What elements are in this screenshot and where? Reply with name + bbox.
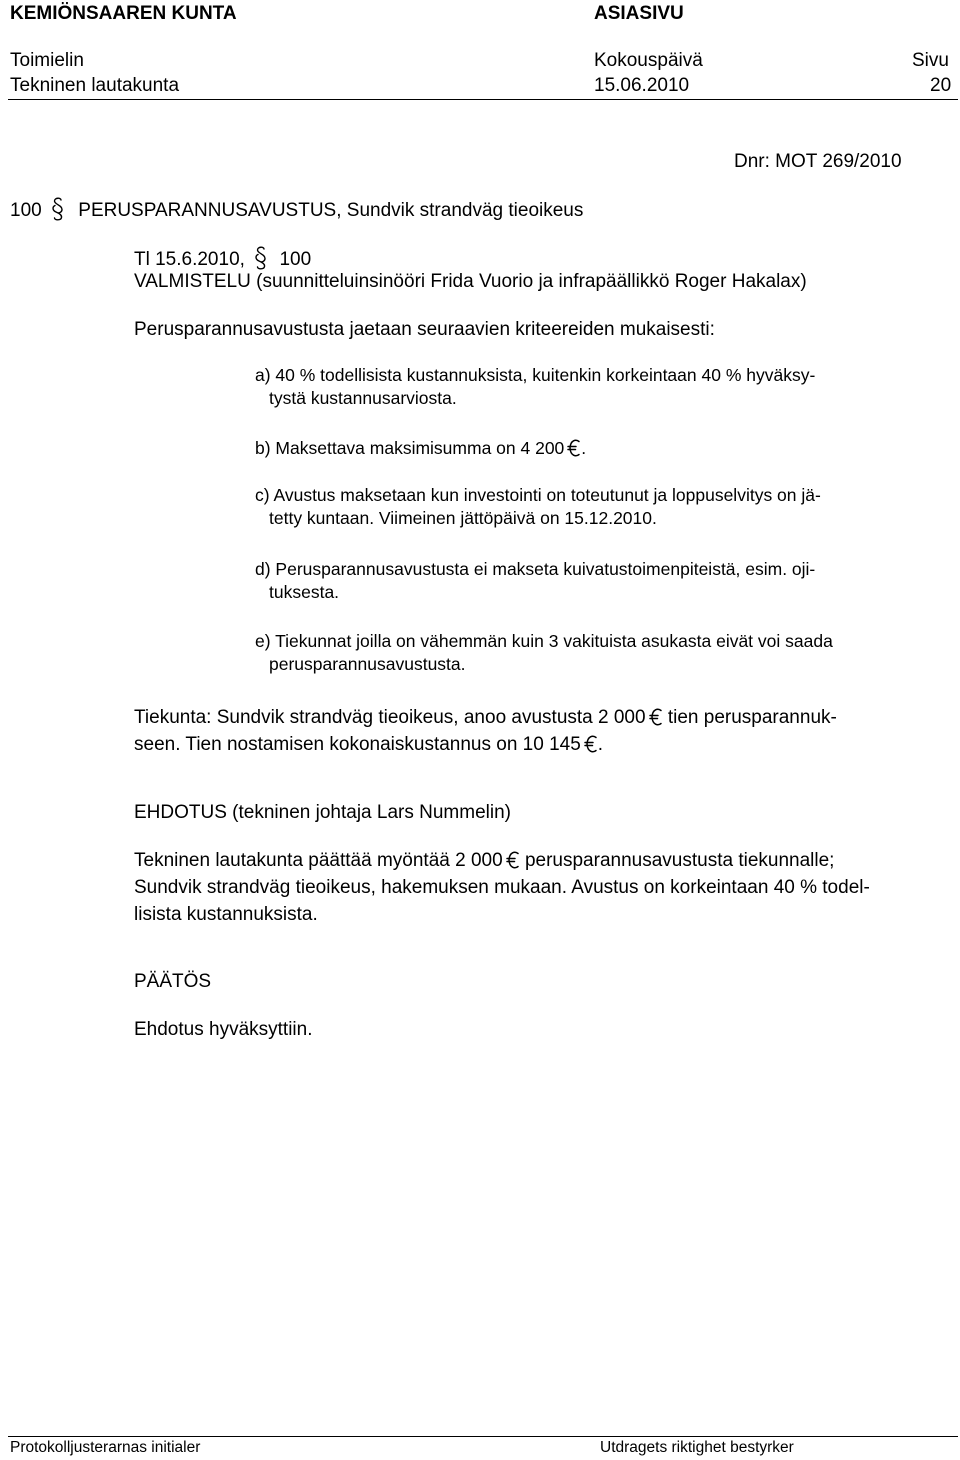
footer-divider	[8, 1436, 958, 1437]
criterion-a	[255, 364, 815, 410]
criteria-intro: Perusparannusavustusta jaetaan seuraavien kriteereiden mukaisesti:	[134, 319, 715, 340]
section-sign-icon	[51, 196, 65, 222]
criterion-e	[255, 630, 833, 676]
reference-number: 100	[279, 249, 312, 270]
decision-text: Ehdotus hyväksyttiin.	[134, 1019, 313, 1040]
proposal-paragraph	[134, 847, 870, 928]
criterion-b: b) Maksettava maksimisumma on 4 200 .	[255, 438, 587, 458]
document-type: ASIASIVU	[594, 3, 684, 24]
criterion-b-line1: b) Maksettava maksimisumma on 4 200	[255, 438, 565, 458]
case-number: 100	[10, 200, 42, 221]
proposal-heading: EHDOTUS (tekninen johtaja Lars Nummelin)	[134, 802, 511, 823]
criterion-c-line1: c) Avustus maksetaan kun investointi on toteutunut ja loppuselvitys on jä-	[255, 485, 821, 505]
criterion-c-line2: tetty kuntaan. Viimeinen jättöpäivä on 15.12.2010.	[269, 508, 657, 528]
criterion-c	[255, 484, 821, 530]
page-number: 20	[930, 75, 952, 96]
criterion-d	[255, 558, 815, 604]
proposal-line2: Sundvik strandväg tieoikeus, hakemuksen mukaan. Avustus on korkeintaan 40 % todel-	[134, 877, 870, 898]
criterion-e-line1: e) Tiekunnat joilla on vähemmän kuin 3 vakituista asukasta eivät voi saada	[255, 631, 833, 651]
criterion-a-line1: a) 40 % todellisista kustannuksista, kuitenkin korkeintaan 40 % hyväksy-	[255, 365, 816, 385]
preparation-line: VALMISTELU (suunnitteluinsinööri Frida Vuorio ja infrapäällikkö Roger Hakalax)	[134, 271, 807, 292]
decision-heading: PÄÄTÖS	[134, 971, 212, 992]
meeting-date: 15.06.2010	[594, 75, 690, 96]
euro-sign-icon	[649, 706, 663, 728]
proposal-line1: Tekninen lautakunta päättää myöntää 2 000 perusparannusavustusta tiekunnalle;	[134, 850, 835, 871]
organ-label: Toimielin	[10, 50, 84, 71]
application-line1: Tiekunta: Sundvik strandväg tieoikeus, anoo avustusta 2 000 tien perusparannuk-	[134, 707, 837, 728]
diary-number: Dnr: MOT 269/2010	[734, 151, 902, 172]
header-divider	[8, 99, 958, 100]
euro-sign-icon	[506, 849, 520, 871]
case-heading	[10, 196, 583, 224]
footer-certification-label: Utdragets riktighet bestyrker	[600, 1439, 794, 1456]
euro-sign-icon	[584, 733, 598, 755]
criterion-e-line2: perusparannusavustusta.	[269, 654, 466, 674]
criterion-a-line2: tystä kustannusarviosta.	[269, 388, 457, 408]
criterion-d-line2: tuksesta.	[269, 582, 340, 602]
municipality-name: KEMIÖNSAAREN KUNTA	[10, 3, 237, 24]
reference-prefix: Tl 15.6.2010,	[134, 249, 245, 270]
proposal-line3: lisista kustannuksista.	[134, 904, 318, 925]
criterion-d-line1: d) Perusparannusavustusta ei makseta kuivatustoimenpiteistä, esim. oji-	[255, 559, 816, 579]
footer-initials-label: Protokolljusterarnas initialer	[10, 1439, 201, 1456]
date-label: Kokouspäivä	[594, 50, 703, 71]
organ-name: Tekninen lautakunta	[10, 75, 180, 96]
euro-sign-icon	[567, 437, 581, 459]
application-paragraph	[134, 704, 837, 758]
case-title: PERUSPARANNUSAVUSTUS, Sundvik strandväg tieoikeus	[78, 200, 584, 221]
page-label: Sivu	[912, 50, 949, 71]
application-line2: seen. Tien nostamisen kokonaiskustannus on 10 145 .	[134, 734, 604, 755]
